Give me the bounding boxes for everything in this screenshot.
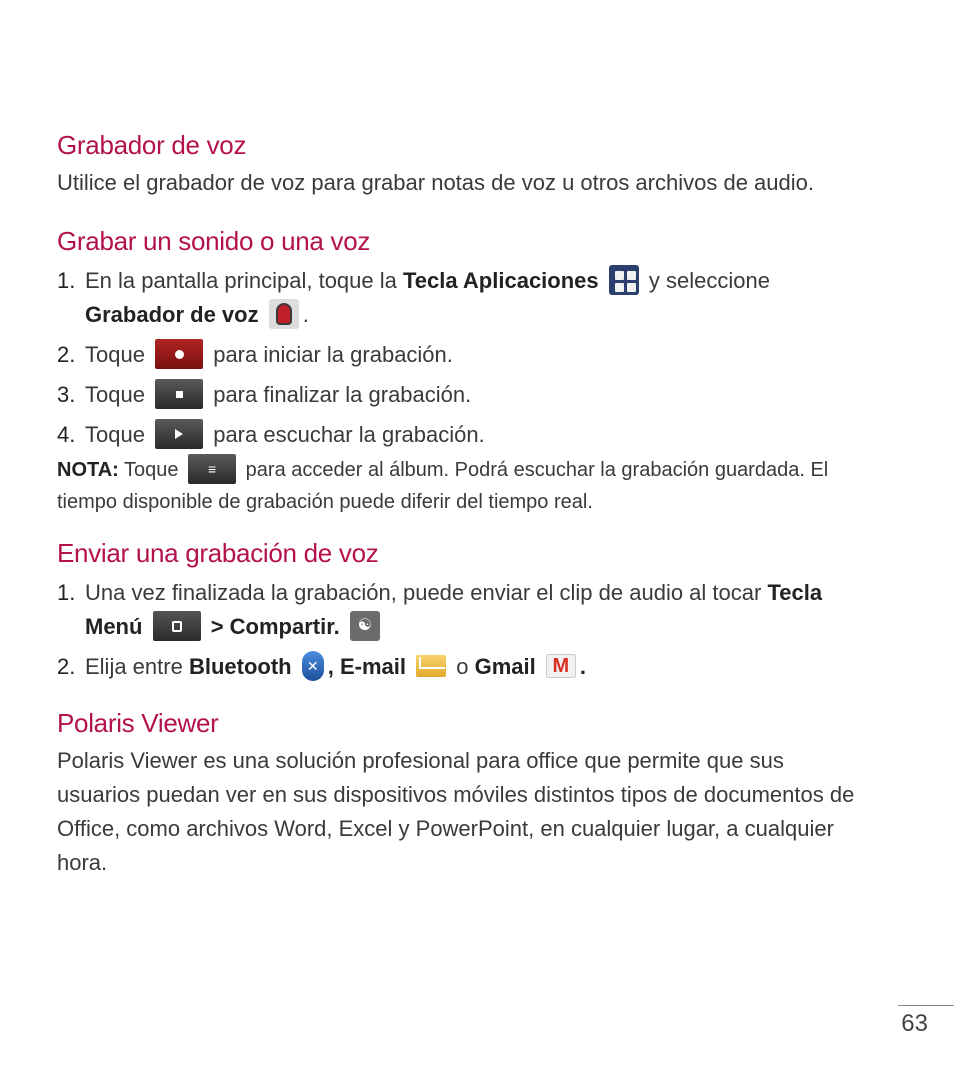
step-text: Toque — [85, 422, 145, 447]
step-number: 2. — [57, 654, 76, 679]
gmail-icon: M — [546, 654, 576, 678]
grabar-step-3 — [57, 378, 857, 412]
step-text: Toque — [85, 382, 145, 407]
step-text: Toque — [85, 342, 145, 367]
page-number-rule — [898, 1005, 954, 1006]
step-text: para iniciar la grabación. — [213, 342, 453, 367]
gmail-label: Gmail — [474, 654, 536, 679]
step-text: . — [579, 654, 586, 679]
grabar-step-2 — [57, 338, 857, 372]
compartir-label: > Compartir. — [210, 614, 340, 639]
bluetooth-label: Bluetooth — [188, 654, 292, 679]
nota-text: Toque — [118, 459, 179, 481]
polaris-body: Polaris Viewer es una solución profesional para office que permite que sus usuarios puedan ver en sus dispositivos móviles distintos tipos de documentos de Office, como archivos Word, Excel y PowerPoint, en cualquier lugar, a cualquier hora. — [57, 748, 855, 875]
tecla-aplicaciones-label: Tecla Aplicaciones — [403, 268, 599, 293]
share-icon: ☯ — [350, 611, 380, 641]
step-number: 1. — [57, 580, 76, 605]
stop-icon — [155, 379, 203, 409]
step-text: para finalizar la grabación. — [213, 382, 472, 407]
apps-grid-icon — [609, 265, 639, 295]
step-text: . — [302, 302, 309, 327]
play-icon — [155, 419, 203, 449]
grabador-de-voz-label: Grabador de voz — [85, 302, 259, 327]
enviar-step-1 — [57, 576, 857, 644]
nota-label: NOTA: — [57, 459, 119, 481]
step-text: para escuchar la grabación. — [213, 422, 485, 447]
nota-text: para acceder al álbum. Podrá escuchar la grabación guardada. El tiempo disponible de grabación puede diferir del tiempo real. — [57, 459, 829, 513]
step-text: Elija entre — [85, 654, 189, 679]
menu-key-icon — [153, 611, 201, 641]
section-title-polaris: Polaris Viewer — [57, 708, 219, 738]
step-text: En la pantalla principal, toque la — [85, 268, 403, 293]
page-content — [57, 128, 857, 880]
step-text: o — [450, 654, 475, 679]
section-title-grabar: Grabar un sonido o una voz — [57, 226, 371, 256]
list-icon: ≡ — [188, 454, 236, 484]
email-icon — [416, 655, 446, 677]
enviar-step-2 — [57, 650, 857, 684]
tecla-menu-label: Tecla Menú — [85, 580, 823, 639]
grabar-step-4 — [57, 418, 857, 452]
nota-paragraph — [57, 454, 857, 518]
step-number: 3. — [57, 382, 76, 407]
step-number: 2. — [57, 342, 76, 367]
record-icon — [155, 339, 203, 369]
section-title-grabador: Grabador de voz — [57, 130, 247, 160]
step-number: 4. — [57, 422, 76, 447]
grabar-step-1 — [57, 264, 857, 332]
voice-recorder-icon — [269, 299, 299, 329]
email-label: , E-mail — [327, 654, 406, 679]
step-number: 1. — [57, 268, 76, 293]
step-text: Una vez finalizada la grabación, puede enviar el clip de audio al tocar — [85, 580, 768, 605]
step-text: y seleccione — [642, 268, 770, 293]
bluetooth-icon: ✕ — [302, 651, 324, 681]
section-title-enviar: Enviar una grabación de voz — [57, 538, 379, 568]
page-number: 63 — [901, 1010, 928, 1037]
grabador-body: Utilice el grabador de voz para grabar notas de voz u otros archivos de audio. — [57, 170, 814, 195]
